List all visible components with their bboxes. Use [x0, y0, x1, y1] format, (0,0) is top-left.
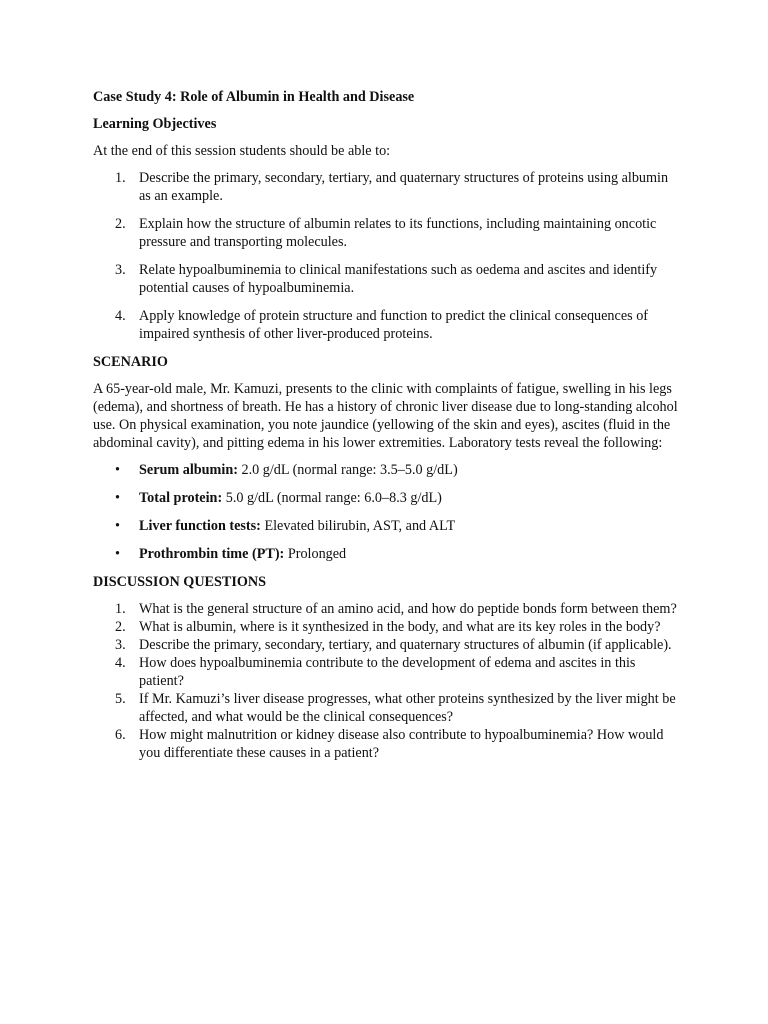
question-number: 4.: [115, 655, 126, 671]
scenario-heading: SCENARIO: [93, 354, 168, 370]
lab-value: Elevated bilirubin, AST, and ALT: [260, 518, 456, 534]
scenario-text: A 65-year-old male, Mr. Kamuzi, presents to the clinic with complaints of fatigue, swelling in his legs (edema), and shortness of breath. He has a history of chronic liver disease due to long-standing alcohol use. On physical examination, you note jaundice (yellowing of the skin and eyes), ascites (fluid in the abdominal cavity), and pitting edema in his lower extremities. Laboratory tests reveal the following:: [93, 381, 678, 451]
question-item: [93, 690, 683, 726]
document-page: [93, 88, 683, 762]
question-item: [93, 654, 683, 690]
objective-item: [93, 169, 683, 205]
document-title: Case Study 4: Role of Albumin in Health and Disease: [93, 89, 415, 105]
question-number: 5.: [115, 691, 126, 707]
question-text: Describe the primary, secondary, tertiary, and quaternary structures of albumin (if applicable).: [139, 637, 672, 653]
question-item: [93, 600, 683, 618]
objective-text: Relate hypoalbuminemia to clinical manifestations such as oedema and ascites and identify potential causes of hypoalbuminemia.: [139, 262, 658, 296]
question-text: How does hypoalbuminemia contribute to the development of edema and ascites in this patient?: [139, 655, 636, 689]
lab-result-item: [93, 545, 683, 563]
question-number: 1.: [115, 601, 126, 617]
bullet-icon: •: [115, 518, 120, 534]
question-text: What is albumin, where is it synthesized in the body, and what are its key roles in the body?: [139, 619, 661, 635]
lab-label: Serum albumin:: [139, 462, 238, 478]
question-number: 2.: [115, 619, 126, 635]
question-number: 6.: [115, 727, 126, 743]
lab-label: Liver function tests:: [139, 518, 261, 534]
objective-number: 1.: [115, 170, 126, 186]
question-text: How might malnutrition or kidney disease also contribute to hypoalbuminemia? How would you differentiate these causes in a patient?: [139, 727, 664, 761]
lab-results-list: [93, 461, 683, 563]
objective-number: 4.: [115, 308, 126, 324]
objective-item: [93, 261, 683, 297]
objectives-heading: Learning Objectives: [93, 116, 217, 132]
objective-item: [93, 307, 683, 343]
question-text: If Mr. Kamuzi’s liver disease progresses, what other proteins synthesized by the liver might be affected, and what would be the clinical consequences?: [139, 691, 676, 725]
objective-number: 3.: [115, 262, 126, 278]
lab-value: 2.0 g/dL (normal range: 3.5–5.0 g/dL): [237, 462, 458, 478]
bullet-icon: •: [115, 462, 120, 478]
question-item: [93, 636, 683, 654]
objectives-intro: At the end of this session students should be able to:: [93, 143, 391, 159]
lab-label: Prothrombin time (PT):: [139, 546, 285, 562]
question-number: 3.: [115, 637, 126, 653]
question-item: [93, 726, 683, 762]
objective-number: 2.: [115, 216, 126, 232]
objective-item: [93, 215, 683, 251]
objective-text: Describe the primary, secondary, tertiary, and quaternary structures of proteins using albumin as an example.: [139, 170, 669, 204]
bullet-icon: •: [115, 546, 120, 562]
question-text: What is the general structure of an amino acid, and how do peptide bonds form between them?: [139, 601, 677, 617]
lab-result-item: [93, 517, 683, 535]
question-item: [93, 618, 683, 636]
lab-label: Total protein:: [139, 490, 223, 506]
questions-heading: DISCUSSION QUESTIONS: [93, 574, 267, 590]
lab-value: Prolonged: [284, 546, 347, 562]
objective-text: Apply knowledge of protein structure and function to predict the clinical consequences of impaired synthesis of other liver-produced proteins.: [139, 308, 649, 342]
objectives-list: [93, 169, 683, 343]
objective-text: Explain how the structure of albumin relates to its functions, including maintaining oncotic pressure and transporting molecules.: [139, 216, 657, 250]
lab-value: 5.0 g/dL (normal range: 6.0–8.3 g/dL): [222, 490, 442, 506]
lab-result-item: [93, 461, 683, 479]
bullet-icon: •: [115, 490, 120, 506]
questions-list: [93, 600, 683, 762]
lab-result-item: [93, 489, 683, 507]
